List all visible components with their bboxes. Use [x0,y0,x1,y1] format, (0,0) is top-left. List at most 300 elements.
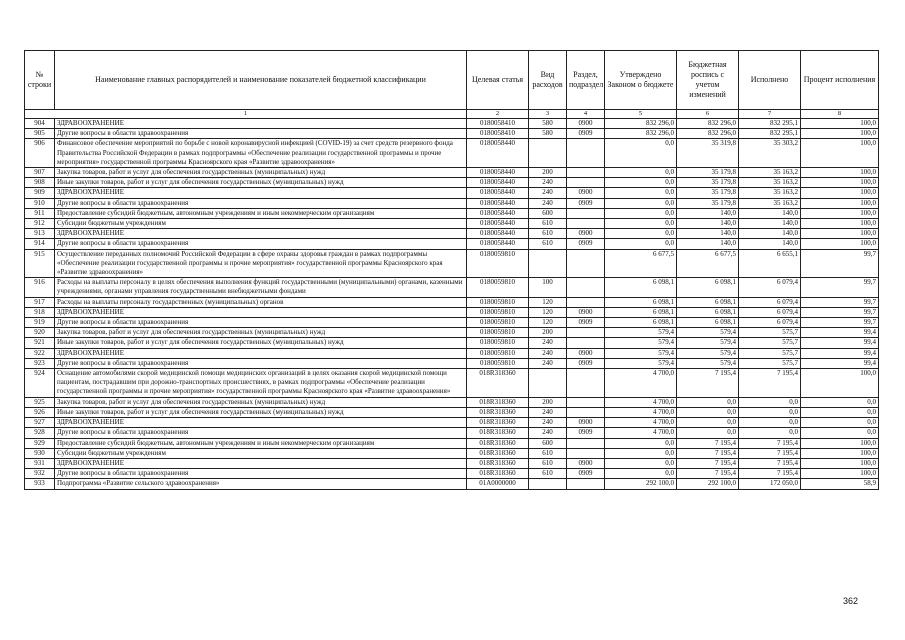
expense-type-cell: 200 [529,397,567,407]
approved-cell: 4 700,0 [605,407,677,417]
approved-cell: 0,0 [605,139,677,168]
target-article-cell: 0180059810 [467,249,529,278]
budget-painting-cell: 7 195,4 [677,369,739,398]
target-article-cell: 0180058440 [467,178,529,188]
target-article-cell: 0180058440 [467,139,529,168]
section-cell: 0900 [567,458,605,468]
table-row [25,469,879,479]
target-article-cell: 0180058440 [467,208,529,218]
table-row [25,198,879,208]
expense-type-cell: 610 [529,239,567,249]
budget-painting-cell: 6 098,1 [677,278,739,297]
row-name-cell: ЗДРАВООХРАНЕНИЕ [55,119,467,129]
executed-cell: 35 163,2 [739,178,801,188]
row-number-cell: 914 [25,239,55,249]
expense-type-cell [529,479,567,489]
budget-painting-cell: 0,0 [677,418,739,428]
approved-cell: 292 100,0 [605,479,677,489]
percent-cell: 100,0 [801,168,879,178]
approved-cell: 0,0 [605,239,677,249]
section-cell: 0900 [567,307,605,317]
table-row [25,307,879,317]
expense-type-cell: 600 [529,208,567,218]
target-article-cell: 0180059810 [467,307,529,317]
executed-cell: 0,0 [739,407,801,417]
expense-type-cell: 200 [529,328,567,338]
executed-cell: 575,7 [739,358,801,368]
section-cell [567,249,605,278]
column-number: 6 [677,110,739,119]
expense-type-cell: 240 [529,348,567,358]
table-row [25,397,879,407]
percent-cell: 99,7 [801,249,879,278]
executed-cell: 35 163,2 [739,168,801,178]
budget-painting-cell: 292 100,0 [677,479,739,489]
table-row [25,428,879,438]
budget-painting-cell: 6 098,1 [677,297,739,307]
approved-cell: 6 098,1 [605,297,677,307]
section-cell [567,178,605,188]
section-cell [567,328,605,338]
target-article-cell: 018R318360 [467,448,529,458]
table-row [25,188,879,198]
approved-cell: 0,0 [605,448,677,458]
header-percent: Процент исполнения [801,51,879,110]
row-number-cell: 921 [25,338,55,348]
expense-type-cell [529,249,567,278]
row-number-cell: 915 [25,249,55,278]
percent-cell: 100,0 [801,129,879,139]
approved-cell: 0,0 [605,458,677,468]
section-cell [567,438,605,448]
budget-painting-cell: 7 195,4 [677,438,739,448]
target-article-cell: 0180058440 [467,188,529,198]
percent-cell: 100,0 [801,438,879,448]
section-cell [567,479,605,489]
executed-cell: 7 195,4 [739,469,801,479]
row-name-cell: Иные закупки товаров, работ и услуг для обеспечения государственных (муниципальных) нужд [55,338,467,348]
row-name-cell: Подпрограмма «Развитие сельского здравоохранения» [55,479,467,489]
row-name-cell: Закупка товаров, работ и услуг для обеспечения государственных (муниципальных) нужд [55,168,467,178]
table-row [25,239,879,249]
section-cell: 0909 [567,129,605,139]
row-number-cell: 927 [25,418,55,428]
expense-type-cell [529,369,567,398]
column-number: 8 [801,110,879,119]
section-cell [567,208,605,218]
row-number-cell: 926 [25,407,55,417]
expense-type-cell: 120 [529,318,567,328]
section-cell: 0900 [567,348,605,358]
executed-cell: 35 303,2 [739,139,801,168]
budget-painting-cell: 0,0 [677,428,739,438]
target-article-cell: 0180059810 [467,338,529,348]
section-cell [567,297,605,307]
row-number-cell: 904 [25,119,55,129]
executed-cell: 7 195,4 [739,438,801,448]
section-cell [567,168,605,178]
percent-cell: 100,0 [801,198,879,208]
expense-type-cell: 240 [529,407,567,417]
percent-cell: 0,0 [801,428,879,438]
row-name-cell: Закупка товаров, работ и услуг для обеспечения государственных (муниципальных) нужд [55,397,467,407]
approved-cell: 579,4 [605,328,677,338]
executed-cell: 35 163,2 [739,198,801,208]
table-row [25,278,879,297]
row-name-cell: Предоставление субсидий бюджетным, автономным учреждениям и иным некоммерческим организациям [55,208,467,218]
row-number-cell: 933 [25,479,55,489]
table-row [25,438,879,448]
table-row [25,418,879,428]
budget-painting-cell: 140,0 [677,208,739,218]
row-number-cell: 917 [25,297,55,307]
executed-cell: 172 050,0 [739,479,801,489]
expense-type-cell: 610 [529,229,567,239]
table-row [25,348,879,358]
approved-cell: 579,4 [605,338,677,348]
header-section: Раздел, подраздел [567,51,605,110]
percent-cell: 100,0 [801,229,879,239]
table-row [25,208,879,218]
table-row [25,219,879,229]
target-article-cell: 0180058440 [467,239,529,249]
expense-type-cell: 580 [529,129,567,139]
table-row [25,458,879,468]
table-row [25,229,879,239]
section-cell [567,369,605,398]
approved-cell: 0,0 [605,188,677,198]
budget-painting-cell: 35 179,8 [677,188,739,198]
row-name-cell: Субсидии бюджетным учреждениям [55,448,467,458]
section-cell: 0909 [567,318,605,328]
header-row [25,51,879,110]
table-row [25,178,879,188]
expense-type-cell [529,139,567,168]
row-number-cell: 932 [25,469,55,479]
section-cell: 0900 [567,119,605,129]
budget-painting-cell: 140,0 [677,239,739,249]
row-name-cell: Оснащение автомобилями скорой медицинской помощи медицинских организаций в целях оказания скорой медицинской помощи пациентам, пострадавшим при дорожно-транспортных происшествиях, в рамках подпрограммы «Обеспечение реализации государственной программы и прочие мероприятия» государственной программы Красноярского края «Развитие здравоохранения» [55,369,467,398]
budget-painting-cell: 0,0 [677,407,739,417]
section-cell: 0909 [567,469,605,479]
row-name-cell: ЗДРАВООХРАНЕНИЕ [55,307,467,317]
row-number-cell: 918 [25,307,55,317]
budget-table [24,50,879,490]
target-article-cell: 018R318360 [467,407,529,417]
executed-cell: 575,7 [739,328,801,338]
table-row [25,448,879,458]
target-article-cell: 018R318360 [467,397,529,407]
approved-cell: 6 098,1 [605,278,677,297]
budget-painting-cell: 7 195,4 [677,458,739,468]
percent-cell: 99,7 [801,278,879,297]
target-article-cell: 0180058410 [467,129,529,139]
column-number: 3 [529,110,567,119]
executed-cell: 7 195,4 [739,458,801,468]
budget-painting-cell: 140,0 [677,219,739,229]
approved-cell: 0,0 [605,208,677,218]
target-article-cell: 0180058440 [467,219,529,229]
row-number-cell: 905 [25,129,55,139]
executed-cell: 6 079,4 [739,318,801,328]
approved-cell: 0,0 [605,438,677,448]
header-name: Наименование главных распорядителей и наименование показателей бюджетной классификации [55,51,467,110]
expense-type-cell: 610 [529,219,567,229]
expense-type-cell: 120 [529,307,567,317]
row-number-cell: 929 [25,438,55,448]
row-name-cell: Другие вопросы в области здравоохранения [55,129,467,139]
executed-cell: 140,0 [739,229,801,239]
row-number-cell: 923 [25,358,55,368]
budget-painting-cell: 579,4 [677,348,739,358]
section-cell: 0909 [567,428,605,438]
expense-type-cell: 240 [529,198,567,208]
header-executed: Исполнено [739,51,801,110]
section-cell: 0900 [567,188,605,198]
row-number-cell: 919 [25,318,55,328]
row-name-cell: ЗДРАВООХРАНЕНИЕ [55,188,467,198]
executed-cell: 832 295,1 [739,119,801,129]
expense-type-cell: 600 [529,438,567,448]
section-cell [567,219,605,229]
executed-cell: 6 655,1 [739,249,801,278]
target-article-cell: 018R318360 [467,418,529,428]
row-number-cell: 909 [25,188,55,198]
section-cell [567,139,605,168]
table-row [25,129,879,139]
percent-cell: 100,0 [801,219,879,229]
budget-painting-cell: 140,0 [677,229,739,239]
approved-cell: 6 098,1 [605,307,677,317]
row-number-cell: 930 [25,448,55,458]
row-number-cell: 928 [25,428,55,438]
table-row [25,318,879,328]
row-number-cell: 922 [25,348,55,358]
percent-cell: 100,0 [801,469,879,479]
executed-cell: 140,0 [739,239,801,249]
executed-cell: 575,7 [739,338,801,348]
budget-painting-cell: 579,4 [677,328,739,338]
target-article-cell: 01А0000000 [467,479,529,489]
target-article-cell: 0180058410 [467,119,529,129]
row-name-cell: ЗДРАВООХРАНЕНИЕ [55,229,467,239]
row-number-cell: 916 [25,278,55,297]
row-name-cell: ЗДРАВООХРАНЕНИЕ [55,418,467,428]
section-cell [567,407,605,417]
executed-cell: 6 079,4 [739,278,801,297]
executed-cell: 140,0 [739,208,801,218]
target-article-cell: 018R318360 [467,369,529,398]
percent-cell: 99,4 [801,348,879,358]
row-name-cell: Другие вопросы в области здравоохранения [55,428,467,438]
percent-cell: 100,0 [801,178,879,188]
percent-cell: 100,0 [801,239,879,249]
percent-cell: 100,0 [801,448,879,458]
row-number-cell: 906 [25,139,55,168]
table-row [25,369,879,398]
row-name-cell: Другие вопросы в области здравоохранения [55,318,467,328]
table-row [25,479,879,489]
row-name-cell: Другие вопросы в области здравоохранения [55,469,467,479]
budget-painting-cell: 35 179,8 [677,198,739,208]
column-number: 2 [467,110,529,119]
table-row [25,119,879,129]
percent-cell: 100,0 [801,139,879,168]
percent-cell: 99,7 [801,297,879,307]
row-name-cell: Осуществление переданных полномочий Российской Федерации в сфере охраны здоровья граждан в рамках подпрограммы «Обеспечение реализации государственной программы и прочие мероприятия» государственной программы Красноярского края «Развитие здравоохранения» [55,249,467,278]
target-article-cell: 0180058440 [467,168,529,178]
percent-cell: 100,0 [801,369,879,398]
budget-painting-cell: 7 195,4 [677,448,739,458]
section-cell: 0909 [567,239,605,249]
row-name-cell: Расходы на выплаты персоналу государственных (муниципальных) органов [55,297,467,307]
row-name-cell: Иные закупки товаров, работ и услуг для обеспечения государственных (муниципальных) нужд [55,178,467,188]
section-cell [567,397,605,407]
approved-cell: 579,4 [605,348,677,358]
executed-cell: 7 195,4 [739,448,801,458]
executed-cell: 140,0 [739,219,801,229]
expense-type-cell: 240 [529,428,567,438]
header-row-number: № строки [25,51,55,110]
row-name-cell: Закупка товаров, работ и услуг для обеспечения государственных (муниципальных) нужд [55,328,467,338]
target-article-cell: 0180059810 [467,297,529,307]
budget-painting-cell: 579,4 [677,358,739,368]
row-number-cell: 925 [25,397,55,407]
row-name-cell: Предоставление субсидий бюджетным, автономным учреждениям и иным некоммерческим организациям [55,438,467,448]
section-cell [567,338,605,348]
row-name-cell: ЗДРАВООХРАНЕНИЕ [55,348,467,358]
table-row [25,358,879,368]
target-article-cell: 0180059810 [467,318,529,328]
approved-cell: 4 700,0 [605,418,677,428]
expense-type-cell: 100 [529,278,567,297]
column-number: 1 [25,110,467,119]
column-number-row [25,110,879,119]
approved-cell: 6 098,1 [605,318,677,328]
approved-cell: 832 296,0 [605,119,677,129]
column-number: 5 [605,110,677,119]
percent-cell: 0,0 [801,407,879,417]
target-article-cell: 0180059810 [467,348,529,358]
target-article-cell: 018R318360 [467,469,529,479]
executed-cell: 35 163,2 [739,188,801,198]
row-number-cell: 920 [25,328,55,338]
table-row [25,249,879,278]
percent-cell: 100,0 [801,208,879,218]
percent-cell: 100,0 [801,119,879,129]
section-cell [567,278,605,297]
row-name-cell: Другие вопросы в области здравоохранения [55,239,467,249]
table-row [25,168,879,178]
header-approved: Утверждено Законом о бюджете [605,51,677,110]
budget-painting-cell: 579,4 [677,338,739,348]
budget-painting-cell: 35 179,8 [677,178,739,188]
budget-painting-cell: 6 677,5 [677,249,739,278]
budget-execution-sheet [24,50,878,490]
budget-painting-cell: 6 098,1 [677,318,739,328]
expense-type-cell: 120 [529,297,567,307]
section-cell: 0900 [567,418,605,428]
percent-cell: 0,0 [801,418,879,428]
section-cell [567,448,605,458]
expense-type-cell: 240 [529,358,567,368]
executed-cell: 6 079,4 [739,307,801,317]
expense-type-cell: 610 [529,458,567,468]
expense-type-cell: 240 [529,178,567,188]
row-number-cell: 913 [25,229,55,239]
approved-cell: 0,0 [605,219,677,229]
expense-type-cell: 610 [529,469,567,479]
percent-cell: 100,0 [801,458,879,468]
approved-cell: 0,0 [605,198,677,208]
row-number-cell: 910 [25,198,55,208]
row-name-cell: Субсидии бюджетным учреждениям [55,219,467,229]
header-target-article: Целевая статья [467,51,529,110]
table-row [25,338,879,348]
approved-cell: 0,0 [605,469,677,479]
target-article-cell: 0180058440 [467,198,529,208]
target-article-cell: 018R318360 [467,438,529,448]
table-body [25,119,879,490]
percent-cell: 99,4 [801,338,879,348]
budget-painting-cell: 35 319,8 [677,139,739,168]
target-article-cell: 0180059810 [467,358,529,368]
section-cell: 0909 [567,198,605,208]
page-number: 362 [843,596,859,606]
table-row [25,328,879,338]
percent-cell: 100,0 [801,188,879,198]
executed-cell: 7 195,4 [739,369,801,398]
executed-cell: 575,7 [739,348,801,358]
expense-type-cell: 610 [529,448,567,458]
column-number: 7 [739,110,801,119]
target-article-cell: 0180058440 [467,229,529,239]
approved-cell: 0,0 [605,178,677,188]
expense-type-cell: 240 [529,418,567,428]
approved-cell: 0,0 [605,229,677,239]
budget-painting-cell: 7 195,4 [677,469,739,479]
budget-painting-cell: 832 296,0 [677,119,739,129]
target-article-cell: 018R318360 [467,428,529,438]
executed-cell: 6 079,4 [739,297,801,307]
executed-cell: 0,0 [739,418,801,428]
expense-type-cell: 580 [529,119,567,129]
expense-type-cell: 200 [529,168,567,178]
executed-cell: 0,0 [739,428,801,438]
header-expense-type: Вид расходов [529,51,567,110]
percent-cell: 99,7 [801,307,879,317]
percent-cell: 99,7 [801,318,879,328]
row-name-cell: Расходы на выплаты персоналу в целях обеспечения выполнения функций государственными (муниципальными) органами, казенными учреждениями, органами управления государственными внебюджетными фондами [55,278,467,297]
table-row [25,297,879,307]
percent-cell: 99,4 [801,358,879,368]
percent-cell: 58,9 [801,479,879,489]
row-number-cell: 924 [25,369,55,398]
header-budget-painting: Бюджетная роспись с учетом изменений [677,51,739,110]
approved-cell: 4 700,0 [605,428,677,438]
target-article-cell: 018R318360 [467,458,529,468]
section-cell: 0909 [567,358,605,368]
row-number-cell: 907 [25,168,55,178]
row-name-cell: Иные закупки товаров, работ и услуг для обеспечения государственных (муниципальных) нужд [55,407,467,417]
budget-painting-cell: 832 296,0 [677,129,739,139]
approved-cell: 832 296,0 [605,129,677,139]
target-article-cell: 0180059810 [467,278,529,297]
budget-painting-cell: 0,0 [677,397,739,407]
row-name-cell: Другие вопросы в области здравоохранения [55,198,467,208]
approved-cell: 579,4 [605,358,677,368]
budget-painting-cell: 35 179,8 [677,168,739,178]
